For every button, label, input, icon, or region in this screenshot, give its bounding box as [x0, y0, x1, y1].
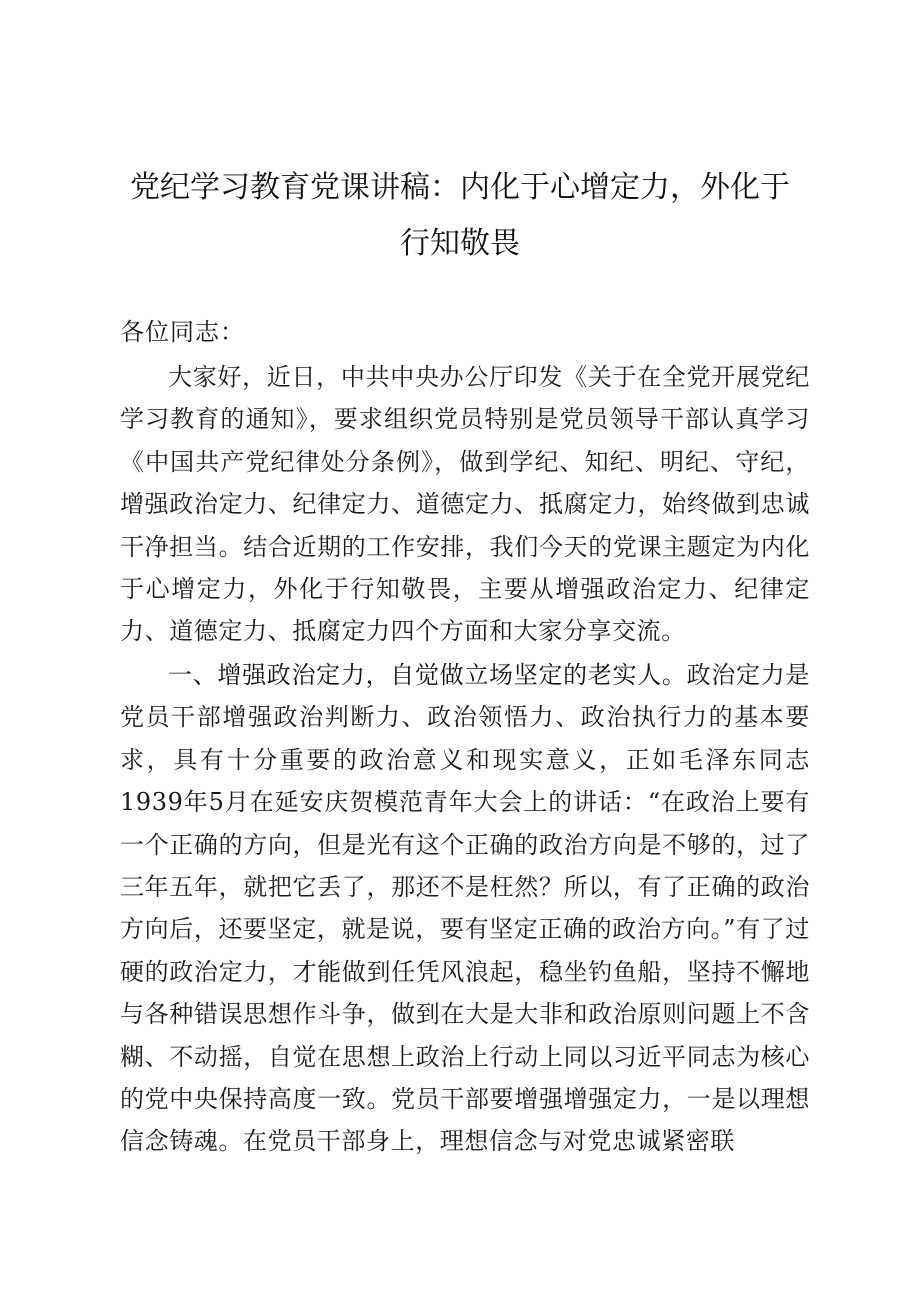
section-1-heading: 一、增强政治定力，自觉做立场坚定的老实人。 — [168, 661, 687, 689]
paragraph-intro: 大家好，近日，中共中央办公厅印发《关于在全党开展党纪学习教育的通知》，要求组织党员特别是党员领导干部认真学习《中国共产党纪律处分条例》，做到学纪、知纪、明纪、守纪，增强政治定力、纪律定力、道德定力、抵腐定力，始终做到忠诚干净担当。结合近期的工作安排，我们今天的党课主题定为内化于心增定力，外化于行知敬畏，主要从增强政治定力、纪律定力、道德定力、抵腐定力四个方面和大家分享交流。 — [120, 363, 810, 646]
section-1-body: 政治定力是党员干部增强政治判断力、政治领悟力、政治执行力的基本要求，具有十分重要的政治意义和现实意义，正如毛泽东同志1939年5月在延安庆贺模范青年大会上的讲话：“在政治上要有一个正确的方向，但是光有这个正确的政治方向是不够的，过了三年五年，就把它丢了，那还不是枉然？所以，有了正确的政治方向后，还要坚定，就是说，要有坚定正确的政治方向。”有了过硬的政治定力，才能做到任凭风浪起，稳坐钓鱼船，坚持不懈地与各种错误思想作斗争，做到在大是大非和政治原则问题上不含糊、不动摇，自觉在思想上政治上行动上同以习近平同志为核心的党中央保持高度一致。党员干部要增强增强定力，一是以理想信念铸魂。在党员干部身上，理想信念与对党忠诚紧密联 — [120, 661, 810, 1156]
paragraph-section-1 — [120, 654, 810, 1163]
document-title: 党纪学习教育党课讲稿：内化于心增定力，外化于行知敬畏 — [130, 170, 790, 261]
salutation: 各位同志： — [120, 318, 245, 346]
